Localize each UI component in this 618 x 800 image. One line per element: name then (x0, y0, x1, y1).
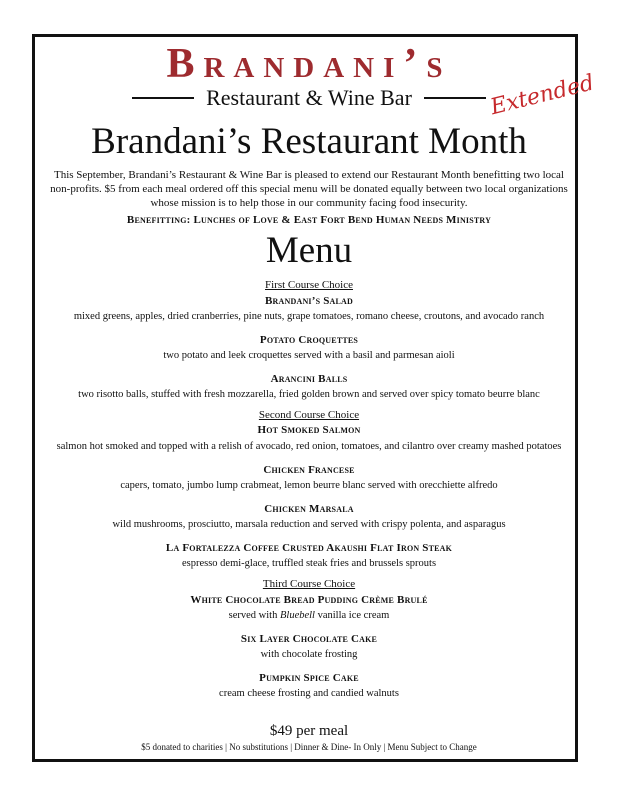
dish-name: Brandani’s Salad (265, 295, 353, 307)
dish-description: salmon hot smoked and topped with a relish of avocado, red onion, tomatoes, and cilantro over creamy mashed potatoes (56, 441, 562, 452)
desc-text: served with (228, 610, 280, 621)
footer-note: $5 donated to charities | No substitutions | Dinner & Dine- In Only | Menu Subject to Change (141, 742, 477, 752)
price: $49 per meal (269, 723, 349, 739)
desc-text: vanilla ice cream (314, 610, 390, 621)
dish-name: Pumpkin Spice Cake (259, 672, 359, 684)
brand-logo-text: Brandani’s (166, 41, 452, 87)
first-course-label: First Course Choice (265, 279, 353, 291)
dish-name: Six Layer Chocolate Cake (240, 633, 378, 645)
dish-name: White Chocolate Bread Pudding Crème Brulé (190, 594, 428, 606)
dish-description: mixed greens, apples, dried cranberries, pine nuts, grape tomatoes, romano cheese, croutons, and avocado ranch (73, 311, 545, 322)
dish-description: cream cheese frosting and candied walnuts (219, 688, 399, 699)
dish-name: Arancini Balls (270, 373, 348, 385)
dish-description: two risotto balls, stuffed with fresh mozzarella, fried golden brown and served over spicy tomato beurre blanc (78, 389, 540, 400)
dish-description: espresso demi-glace, truffled steak fries and brussels sprouts (181, 558, 437, 569)
divider-left (132, 97, 194, 99)
intro-paragraph: This September, Brandani’s Restaurant & Wine Bar is pleased to extend our Restaurant Month benefitting two local non-profits. $5 from each meal ordered off this special menu will be donated equally between two local organizations whose mission is to help those in our community facing food insecurity. (50, 169, 568, 209)
dish-name: Potato Croquettes (259, 334, 359, 346)
divider-right (424, 97, 486, 99)
extended-label: Extended (488, 70, 597, 121)
page-title: Brandani’s Restaurant Month (91, 121, 527, 162)
dish-description (0, 609, 618, 622)
third-course-label: Third Course Choice (262, 578, 356, 590)
subbrand: Restaurant & Wine Bar (206, 85, 412, 110)
dish-name: Hot Smoked Salmon (257, 424, 361, 436)
dish-description: two potato and leek croquettes served with a basil and parmesan aioli (163, 350, 455, 361)
dish-description: wild mushrooms, prosciutto, marsala reduction and served with crispy polenta, and asparagus (112, 519, 506, 530)
beneficiaries: Benefitting: Lunches of Love & East Fort Bend Human Needs Ministry (126, 214, 492, 226)
dish-description: with chocolate frosting (260, 649, 358, 660)
dish-description: capers, tomato, jumbo lump crabmeat, lemon beurre blanc served with orecchiette alfredo (120, 480, 498, 491)
desc-brand: Bluebell (279, 610, 315, 621)
dish-name: La Fortalezza Coffee Crusted Akaushi Flat Iron Steak (165, 542, 453, 554)
menu-title: Menu (265, 230, 353, 271)
dish-name: Chicken Marsala (264, 503, 354, 515)
second-course-label: Second Course Choice (258, 409, 360, 421)
dish-name: Chicken Francese (263, 464, 355, 476)
